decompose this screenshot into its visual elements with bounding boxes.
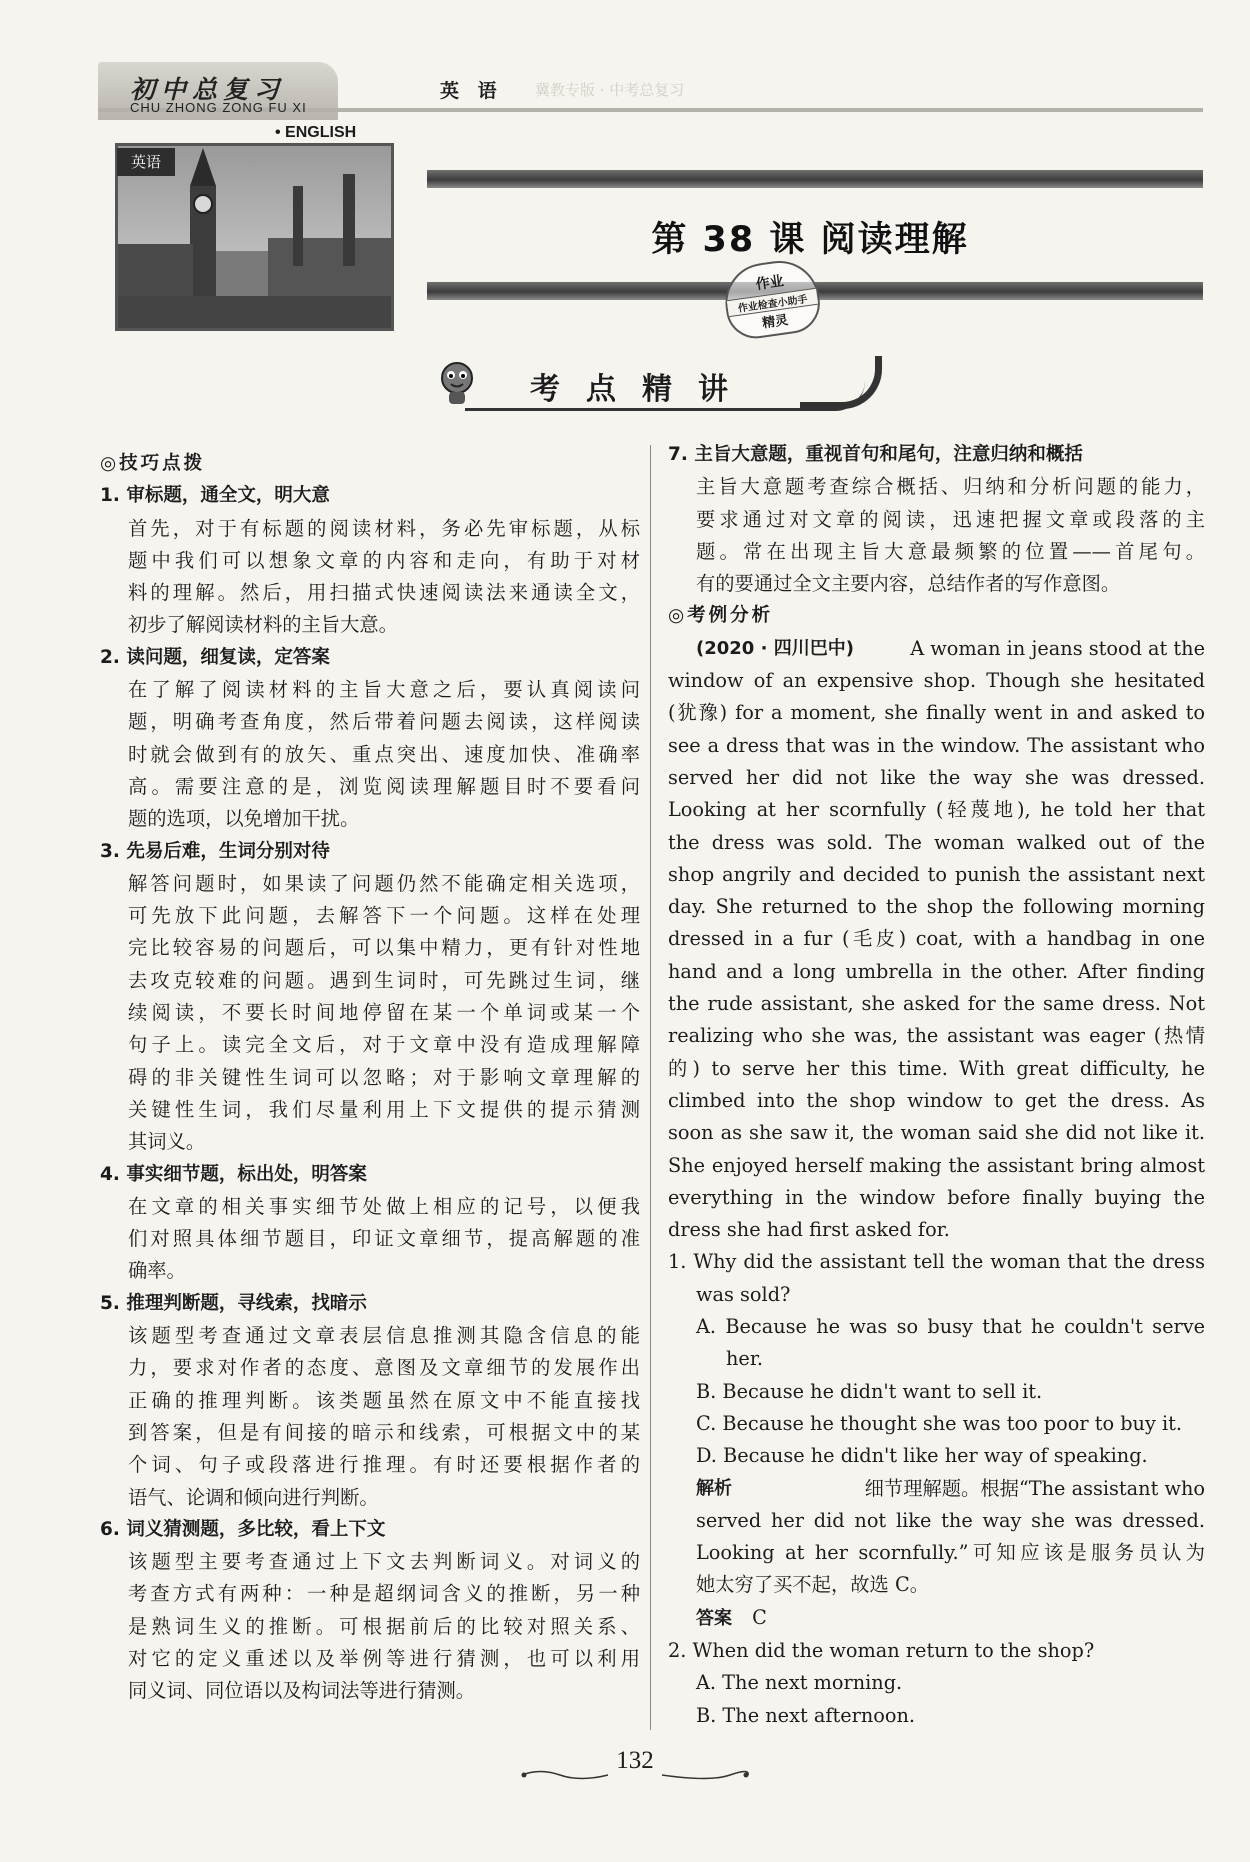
section-heading-examples: ◎考例分析 (668, 605, 774, 627)
section-heading-tips: ◎技巧点拨 (100, 453, 206, 474)
stamp-bottom-text: 精灵 (761, 313, 790, 332)
faded-header-text: 冀教专版 · 中考总复习 (535, 81, 685, 99)
passage-line: the rude assistant, she asked for the same dress. Not (668, 992, 1205, 1016)
tip-line: 高。需要注意的是，浏览阅读理解题目时不要看问 (128, 774, 640, 798)
passage-line: served her did not like the way she was dressed. (668, 765, 1205, 789)
passage-text: A woman in jeans stood at the (910, 636, 1205, 660)
tip-line: 碍的非关键性生词可以忽略；对于影响文章理解的 (128, 1065, 640, 1089)
passage-line: soon as she saw it, the woman said she did not like it. (668, 1121, 1205, 1145)
tip-line: 正确的推理判断。该类题虽然在原文中不能直接找 (128, 1388, 640, 1412)
passage-line: realizing who she was, the assistant was eager (热情 (668, 1024, 1205, 1048)
answer-line (668, 1602, 1205, 1635)
tip-line: 题。常在出现主旨大意最频繁的位置——首尾句。 (696, 539, 1205, 563)
answer-option: A. Because he was so busy that he couldn't serve (696, 1315, 1205, 1339)
passage-line: She enjoyed herself making the assistant bring almost (668, 1153, 1205, 1177)
tip-line: 完比较容易的问题后，可以集中精力，更有针对性地 (128, 936, 640, 960)
tip-line: 到答案，但是有间接的暗示和线索，可根据文中的某 (128, 1420, 640, 1444)
tip-line: 题，明确考查角度，然后带着问题去阅读，这样阅读 (128, 710, 640, 734)
analysis-label: 解析 (696, 1477, 732, 1499)
right-ornament-icon (660, 1770, 750, 1780)
english-label: • ENGLISH (275, 124, 357, 141)
passage-line: dress she had first asked for. (668, 1218, 950, 1242)
tip-line: 可先放下此问题，去解答下一个问题。这样在处理 (128, 904, 640, 928)
analysis-line: Looking at her scornfully.”可知应该是服务员认为 (696, 1541, 1205, 1565)
stamp-top-text: 作业 (754, 273, 785, 294)
tip-line: 是熟词生义的推断。可根据前后的比较对照关系、 (128, 1614, 640, 1638)
section-banner-curve (800, 356, 882, 409)
tip-line: 初步了解阅读材料的主旨大意。 (128, 613, 398, 637)
passage-line: the dress was sold. The woman walked out of the (668, 830, 1205, 854)
tip-line: 题中我们可以想象文章的内容和走向，有助于对材 (128, 548, 640, 572)
tip-line: 确率。 (128, 1259, 186, 1283)
tip-line: 关键性生词，我们尽量利用上下文提供的提示猜测 (128, 1097, 640, 1121)
tip-line: 句子上。读完全文后，对于文章中没有造成理解障 (128, 1033, 640, 1057)
passage-first-line (668, 633, 1205, 665)
tip-line: 其词义。 (128, 1130, 206, 1154)
photo-tag: 英语 (117, 148, 175, 176)
tip-line: 同义词、同位语以及构词法等进行猜测。 (128, 1679, 476, 1703)
answer-option: C. Because he thought she was too poor to buy it. (696, 1411, 1183, 1435)
passage-line: window of an expensive shop. Though she hesitated (668, 669, 1205, 693)
tip-line: 时就会做到有的放矢、重点突出、速度加快、准确率 (128, 742, 640, 766)
answer-option: B. The next afternoon. (696, 1703, 916, 1727)
tip-line: 解答问题时，如果读了问题仍然不能确定相关选项， (128, 871, 640, 895)
analysis-line: served her did not like the way she was dressed. (696, 1508, 1205, 1532)
passage-line: Looking at her scornfully (轻蔑地), he told her that (668, 798, 1205, 822)
answer-option: her. (726, 1347, 764, 1371)
tip-line: 力，要求对作者的态度、意图及文章细节的发展作出 (128, 1356, 640, 1380)
tip-line: 该题型考查通过文章表层信息推测其隐含信息的能 (128, 1324, 640, 1348)
analysis-line: 她太穷了买不起，故选 C。 (696, 1573, 929, 1597)
tip-line: 考查方式有两种：一种是超纲词含义的推断，另一种 (128, 1582, 640, 1606)
left-column (100, 448, 640, 1708)
tip-line: 去攻克较难的问题。遇到生词时，可先跳过生词，继 (128, 968, 640, 992)
tip-line: 要求通过对文章的阅读，迅速把握文章或段落的主 (696, 507, 1205, 531)
tip-heading: 1. 审标题，通全文，明大意 (100, 485, 330, 507)
tip-heading: 4. 事实细节题，标出处，明答案 (100, 1163, 367, 1185)
analysis-text: 细节理解题。根据“The assistant who (864, 1476, 1205, 1500)
passage-line: (犹豫) for a moment, she finally went in and asked to (668, 701, 1205, 725)
question-stem: was sold? (696, 1282, 791, 1306)
title-band-top (427, 170, 1203, 188)
tip-line: 主旨大意题考查综合概括、归纳和分析问题的能力， (696, 475, 1205, 499)
passage-source: (2020 · 四川巴中) (696, 637, 854, 659)
passage-line: shop angrily and decided to punish the assistant next (668, 862, 1205, 886)
tip-line: 首先，对于有标题的阅读材料，务必先审标题，从标 (128, 516, 640, 540)
passage-line: day. She returned to the shop the following morning (668, 895, 1205, 919)
tip-heading: 2. 读问题，细复读，定答案 (100, 646, 330, 668)
subject-label: 英 语 (440, 80, 503, 102)
answer-option: D. Because he didn't like her way of speaking. (696, 1444, 1148, 1468)
book-pinyin: CHU ZHONG ZONG FU XI (130, 100, 307, 115)
passage-line: dressed in a fur (毛皮) coat, with a handbag in one (668, 927, 1205, 951)
page-number: 132 (616, 1747, 654, 1774)
column-divider (650, 445, 651, 1730)
tip-line: 有的要通过全文主要内容，总结作者的写作意图。 (696, 572, 1121, 596)
tip-line: 们对照具体细节题目，印证文章细节，提高解题的准 (128, 1227, 640, 1251)
passage-line: 的) to serve her this time. With great difficulty, he (668, 1056, 1205, 1080)
lesson-title: 第 38 课 阅读理解 (651, 220, 969, 260)
passage-line: climbed into the shop window to get the dress. As (668, 1088, 1205, 1112)
mascot-icon (432, 358, 482, 408)
tip-line: 在了解了阅读材料的主旨大意之后，要认真阅读问 (128, 678, 640, 702)
tip-line: 语气、论调和倾向进行判断。 (128, 1485, 379, 1509)
answer-value: C (752, 1605, 767, 1629)
tip-line: 题的选项，以免增加干扰。 (128, 807, 360, 831)
analysis-first-line (668, 1473, 1205, 1505)
right-column (668, 439, 1205, 1732)
question-stem: 1. Why did the assistant tell the woman that the dress (668, 1250, 1205, 1274)
tip-line: 在文章的相关事实细节处做上相应的记号，以便我 (128, 1194, 640, 1218)
tip-heading: 5. 推理判断题，寻线索，找暗示 (100, 1292, 367, 1314)
section-banner-title: 考点精讲 (530, 372, 754, 407)
question-stem: 2. When did the woman return to the shop? (668, 1638, 1095, 1662)
tip-heading: 7. 主旨大意题，重视首句和尾句，注意归纳和概括 (668, 444, 1083, 465)
left-ornament-icon (520, 1770, 610, 1780)
answer-option: A. The next morning. (696, 1671, 903, 1695)
tip-line: 续阅读，不要长时间地停留在某一个单词或某一个 (128, 1001, 640, 1025)
passage-line: hand and a long umbrella in the other. After finding (668, 959, 1205, 983)
passage-line: everything in the window before finally buying the (668, 1185, 1205, 1209)
answer-option: B. Because he didn't want to sell it. (696, 1379, 1043, 1403)
homework-stamp (720, 256, 823, 342)
tip-line: 料的理解。然后，用扫描式快速阅读法来通读全文， (128, 581, 640, 605)
tip-line: 对它的定义重述以及举例等进行猜测，也可以利用 (128, 1646, 640, 1670)
stamp-middle-text: 作业检查小助手 (727, 288, 818, 317)
tip-line: 个词、句子或段落进行推理。有时还要根据作者的 (128, 1453, 640, 1477)
answer-label: 答案 (696, 1607, 732, 1629)
tip-line: 该题型主要考查通过上下文去判断词义。对词义的 (128, 1550, 640, 1574)
tip-heading: 6. 词义猜测题，多比较，看上下文 (100, 1518, 386, 1540)
book-title: 初中总复习 (130, 75, 286, 104)
passage-line: see a dress that was in the window. The assistant who (668, 733, 1205, 757)
tip-heading: 3. 先易后难，生词分别对待 (100, 840, 330, 862)
